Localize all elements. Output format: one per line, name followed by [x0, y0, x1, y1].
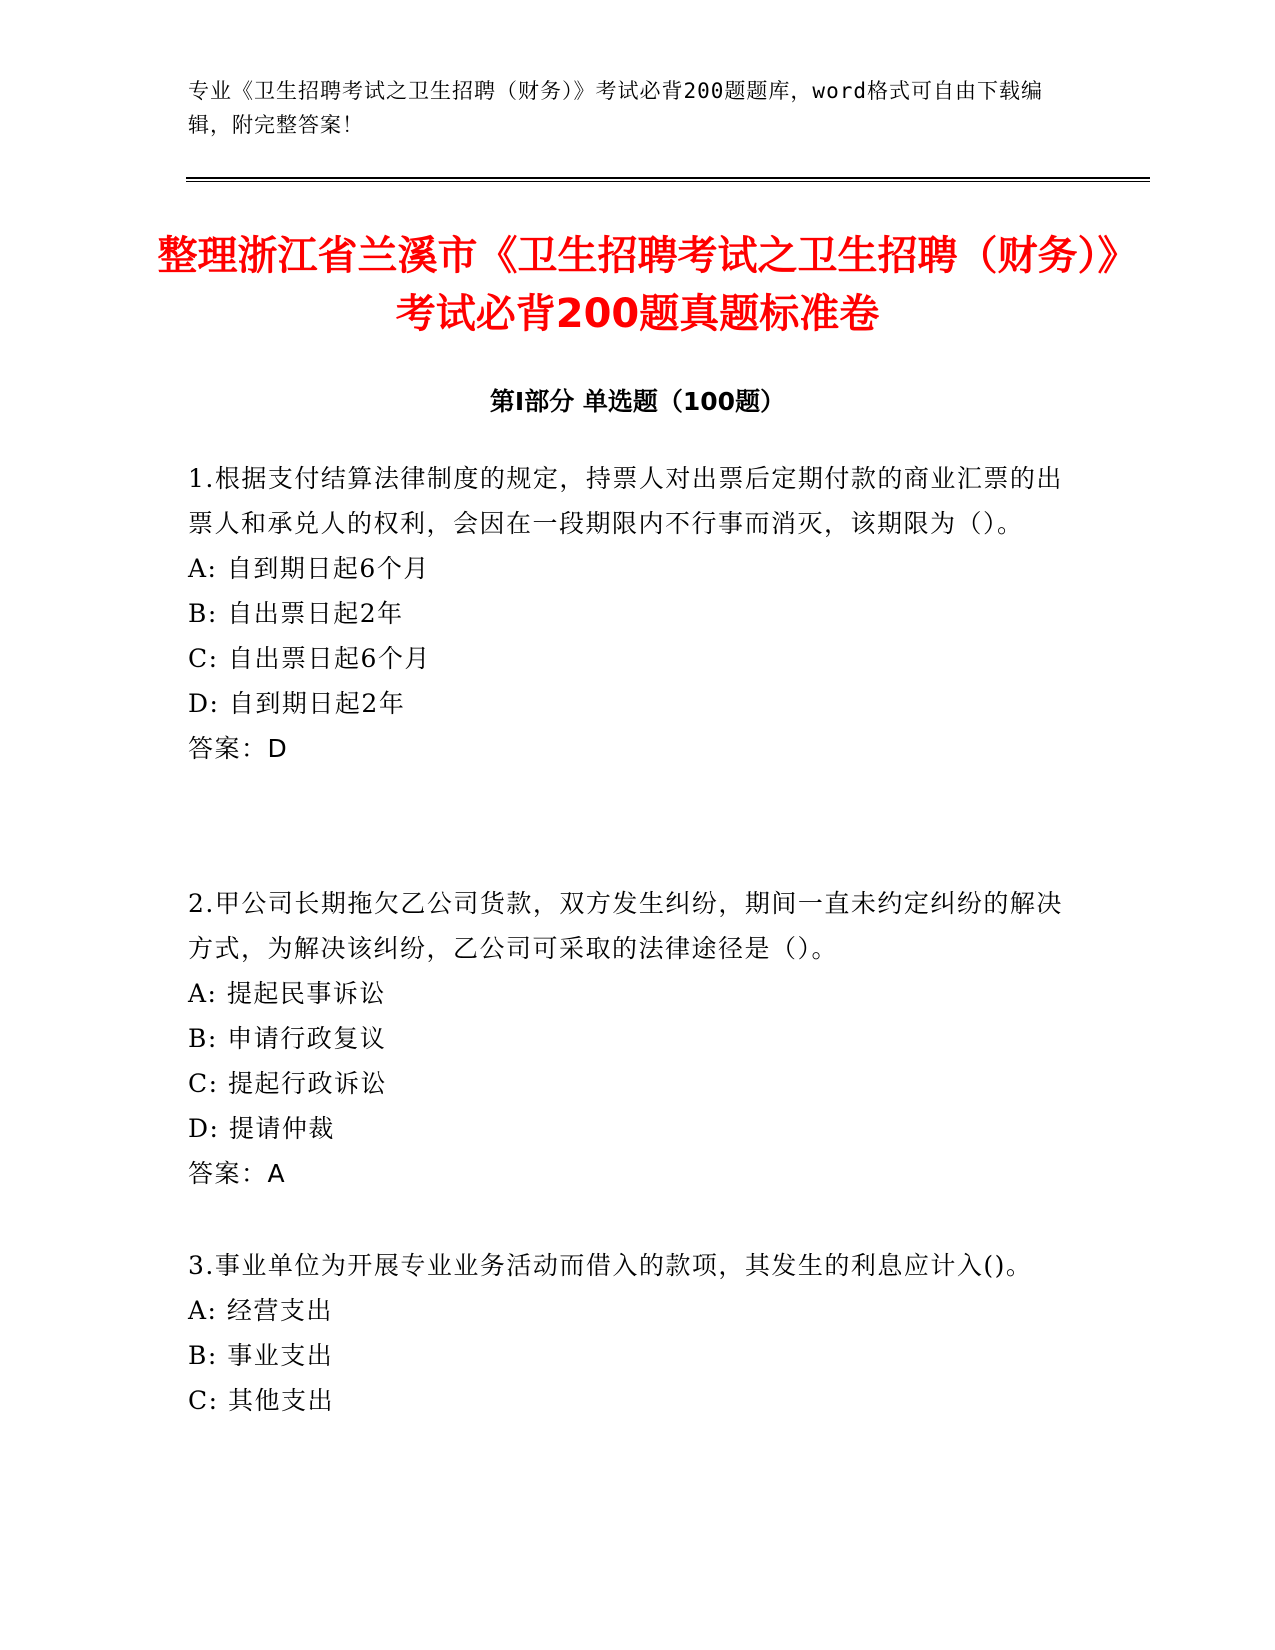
question-stem: 2.甲公司长期拖欠乙公司货款，双方发生纠纷，期间一直未约定纠纷的解决方式，为解决该纠纷，乙公司可采取的法律途径是（）。 — [188, 889, 1063, 963]
option-a: A: 提起民事诉讼 — [188, 979, 386, 1008]
option-a: A: 自到期日起6个月 — [188, 554, 430, 583]
answer: 答案：A — [188, 1159, 287, 1188]
option-b: B: 申请行政复议 — [188, 1024, 387, 1053]
question-stem: 1.根据支付结算法律制度的规定，持票人对出票后定期付款的商业汇票的出票人和承兑人的权利，会因在一段期限内不行事而消灭，该期限为（）。 — [188, 464, 1063, 538]
option-c: C: 提起行政诉讼 — [188, 1069, 387, 1098]
document-title: 整理浙江省兰溪市《卫生招聘考试之卫生招聘（财务）》考试必背200题真题标准卷 — [157, 233, 1118, 337]
question-stem: 3.事业单位为开展专业业务活动而借入的款项，其发生的利息应计入()。 — [188, 1251, 1033, 1280]
question-1 — [188, 456, 1078, 771]
header-note: 专业《卫生招聘考试之卫生招聘（财务）》考试必背200题题库，word格式可自由下载编辑，附完整答案！ — [188, 79, 1043, 137]
option-c: C: 其他支出 — [188, 1386, 334, 1415]
header-divider-thin — [186, 181, 1150, 182]
question-2 — [188, 881, 1078, 1196]
option-b: B: 事业支出 — [188, 1341, 334, 1370]
option-c: C: 自出票日起6个月 — [188, 644, 431, 673]
answer: 答案：D — [188, 734, 289, 763]
option-d: D: 提请仲裁 — [188, 1114, 335, 1143]
question-3 — [188, 1243, 1078, 1423]
option-b: B: 自出票日起2年 — [188, 599, 404, 628]
option-a: A: 经营支出 — [188, 1296, 333, 1325]
option-d: D: 自到期日起2年 — [188, 689, 406, 718]
section-title: 第Ⅰ部分 单选题（100题） — [489, 387, 786, 416]
header-divider-thick — [186, 177, 1150, 179]
